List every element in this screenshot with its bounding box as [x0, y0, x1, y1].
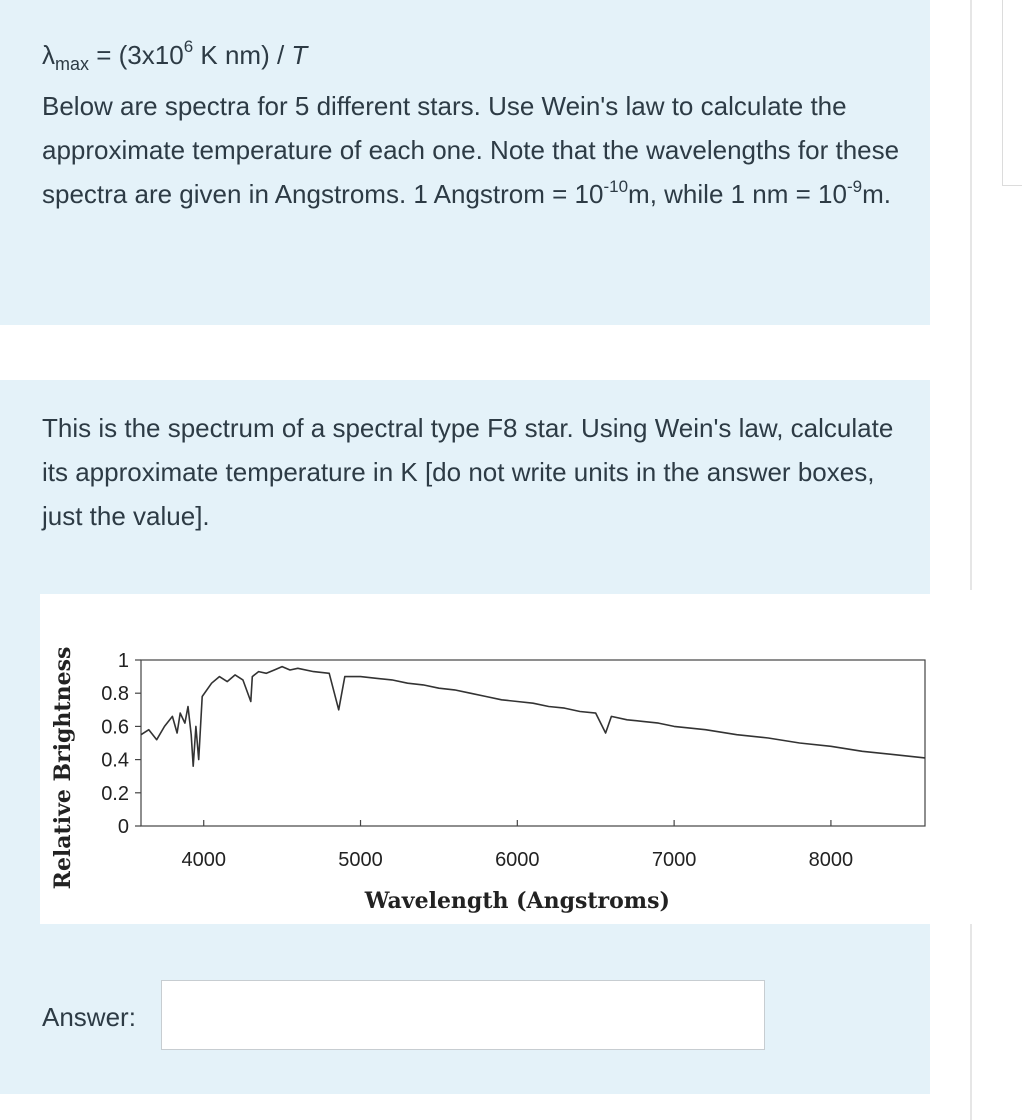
y-axis-title: Relative Brightness — [50, 646, 76, 890]
intro-panel — [0, 0, 930, 325]
answer-input[interactable] — [161, 980, 765, 1050]
intro-exponent-angstrom: -10 — [603, 177, 629, 196]
plot-frame — [141, 660, 925, 826]
question-text: This is the spectrum of a spectral type F8 star. Using Wein's law, calculate its approximate temperature in K [do not write units in the answer boxes, just the value]. — [42, 413, 894, 531]
x-tick-label: 7000 — [651, 849, 697, 871]
y-tick-label: 0.2 — [101, 782, 129, 805]
x-tick-label: 4000 — [181, 849, 226, 871]
formula-rest: K nm) / — [193, 40, 292, 70]
x-axis-title: Wavelength (Angstroms) — [364, 888, 670, 914]
intro-paragraph — [42, 84, 902, 216]
y-tick-label: 0.4 — [101, 749, 129, 772]
intro-text-part3: m. — [862, 179, 891, 209]
x-tick-label: 8000 — [808, 849, 854, 871]
sidebar-card-edge — [1002, 0, 1022, 186]
formula-temperature: T — [291, 40, 308, 70]
intro-text-part2: m, while 1 nm = 10 — [628, 179, 847, 209]
y-tick-label: 0 — [117, 816, 129, 838]
question-panel — [0, 380, 930, 1094]
formula-subscript: max — [55, 54, 90, 74]
sidebar-divider-top — [970, 0, 972, 590]
x-tick-label: 6000 — [495, 849, 540, 871]
x-tick-label: 5000 — [338, 849, 383, 871]
spectrum-chart-svg — [40, 594, 930, 924]
y-tick-label: 0.8 — [101, 683, 129, 706]
y-tick-label: 0.6 — [101, 716, 129, 739]
spectrum-chart — [40, 594, 930, 924]
sidebar-divider-bottom — [970, 924, 972, 1120]
formula-equals: = (3x10 — [89, 40, 184, 70]
y-tick-label: 1 — [117, 650, 129, 672]
answer-label: Answer: — [42, 1002, 136, 1032]
intro-exponent-nm: -9 — [846, 177, 863, 196]
intro-text-part1: Below are spectra for 5 different stars. Use Wein's law to calculate the approximate temperature of each one. Note that the wavelengths for these spectra are given in Angstroms. 1 Angstrom = 10 — [42, 91, 900, 209]
spectrum-line — [141, 667, 925, 767]
formula-exponent: 6 — [183, 37, 194, 56]
formula-lambda: λ — [42, 40, 55, 70]
wiens-law-formula — [42, 30, 307, 81]
